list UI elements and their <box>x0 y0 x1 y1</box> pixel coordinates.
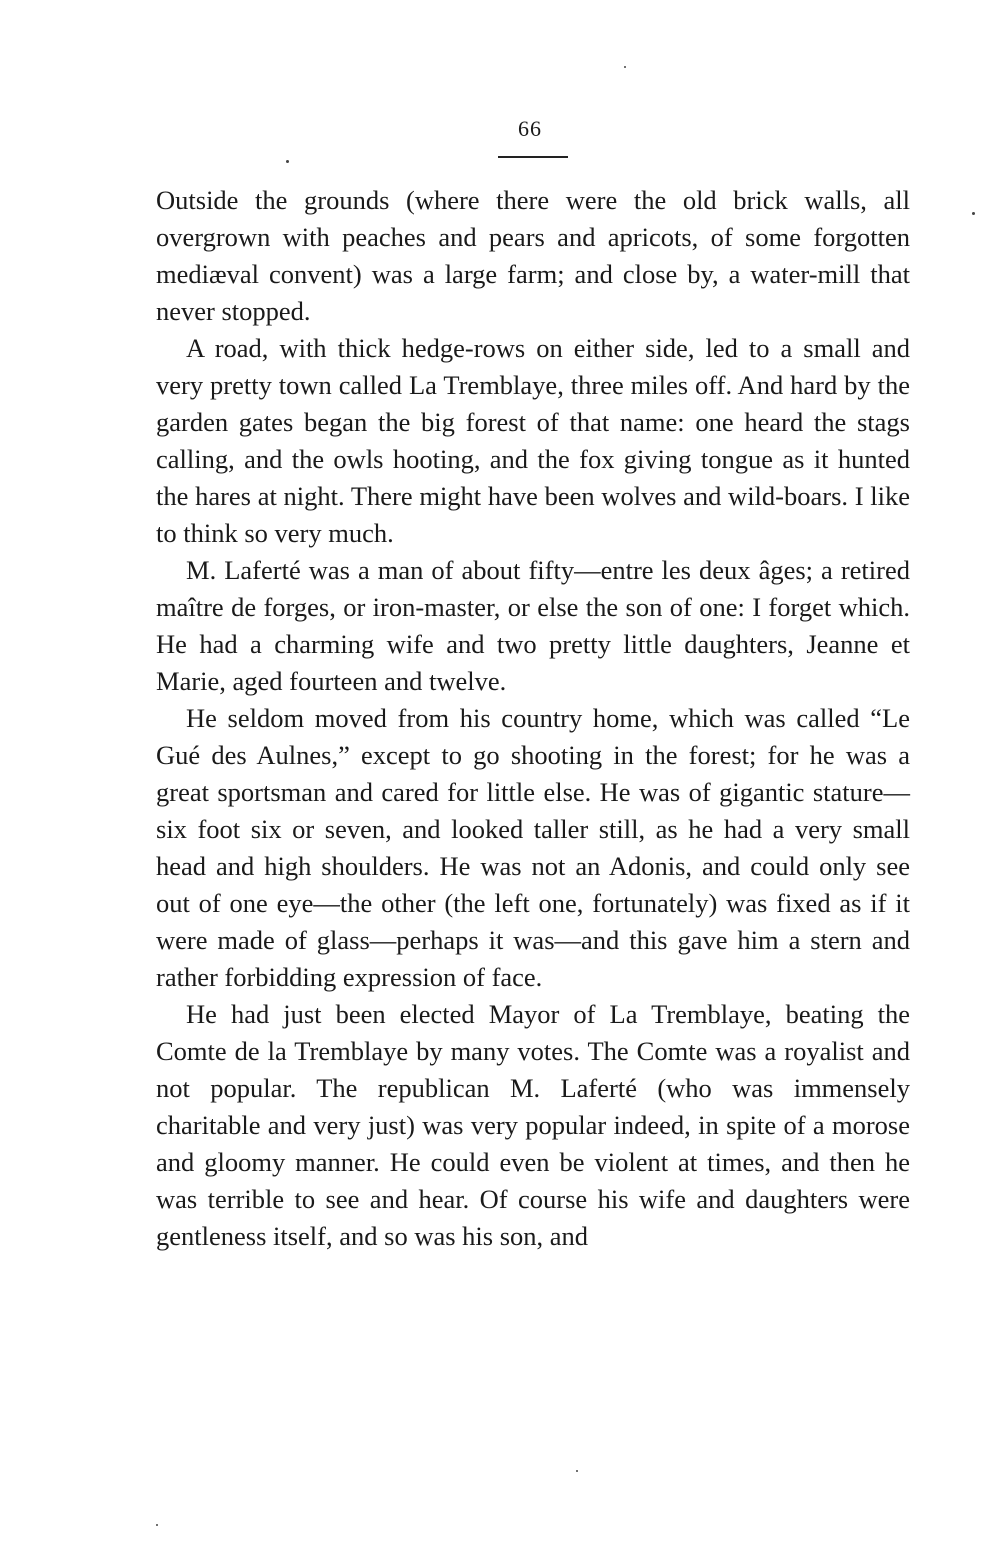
page-number: 66 <box>518 116 542 141</box>
paragraph-3: M. Laferté was a man of about fifty—entre les deux âges; a retired maître de forges, or iron-master, or else the son of one: I forget which. He had a charming wife and two pretty little daughters, Jeanne et Marie, aged fourteen and twelve. <box>156 555 910 696</box>
paragraph-1: Outside the grounds (where there were the old brick walls, all overgrown with peaches and pears and apricots, of some forgotten mediæval convent) was a large farm; and close by, a water-mill that never stopped. <box>156 185 910 326</box>
header-rule <box>498 156 568 158</box>
paragraph-4: He seldom moved from his country home, which was called “Le Gué des Aulnes,” except to go shooting in the forest; for he was a great sportsman and cared for little else. He was of gigantic stature—six foot six or seven, and looked taller still, as he had a very small head and high shoulders. He was not an Adonis, and could only see out of one eye—the other (the left one, fortunately) was fixed as if it were made of glass—perhaps it was—and this gave him a stern and rather forbidding expression of face. <box>156 703 910 992</box>
paragraph-5: He had just been elected Mayor of La Tremblaye, beating the Comte de la Tremblaye by many votes. The Comte was a royalist and not popular. The republican M. Laferté (who was immensely charitable and very just) was very popular indeed, in spite of a morose and gloomy manner. He could even be violent at times, and then he was terrible to see and hear. Of course his wife and daughters were gentleness itself, and so was his son, and <box>156 999 910 1251</box>
scan-speck <box>576 1470 578 1472</box>
scan-speck <box>624 66 626 68</box>
paragraph-2: A road, with thick hedge-rows on either side, led to a small and very pretty town called La Tremblaye, three miles off. And hard by the garden gates began the big forest of that name: one heard the stags calling, and the owls hooting, and the fox giving tongue as it hunted the hares at night. There might have been wolves and wild-boars. I like to think so very much. <box>156 333 910 548</box>
body-text <box>156 182 910 1255</box>
scan-speck <box>286 160 289 163</box>
scan-speck <box>972 212 975 215</box>
scan-speck <box>156 1524 158 1526</box>
